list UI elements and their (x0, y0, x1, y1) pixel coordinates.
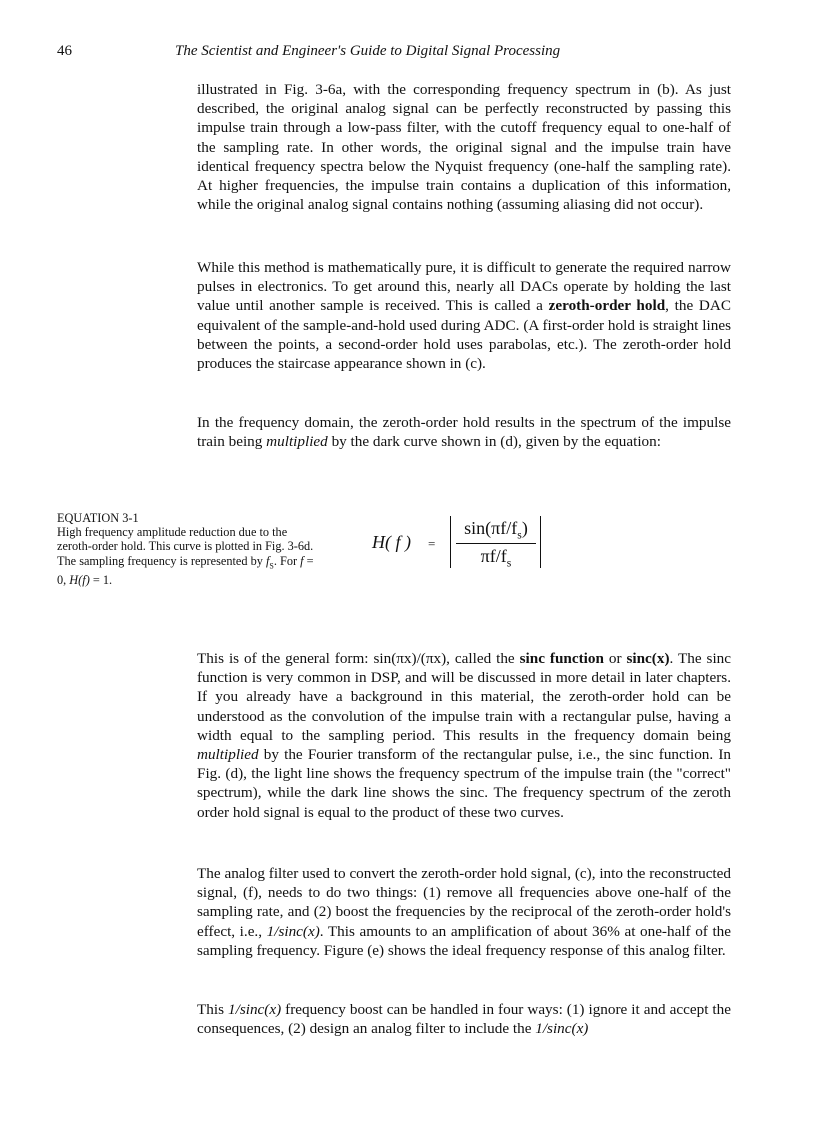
abs-bar-right (540, 516, 541, 568)
term-sinc-function: sinc function (519, 650, 604, 667)
equation-caption-part-3: = 0, (57, 553, 314, 588)
emphasis-inverse-sinc-3: 1/sinc(x) (535, 1020, 589, 1038)
emphasis-inverse-sinc-2: 1/sinc(x) (228, 1001, 282, 1018)
paragraph-1 (197, 80, 731, 214)
paragraph-6 (197, 1000, 731, 1038)
caption-fs-sub: S (269, 561, 274, 571)
paragraph-1-text: illustrated in Fig. 3-6a, with the corresponding frequency spectrum in (b). As just described, the original analog signal can be perfectly reconstructed by passing this impulse train through a low-pass filter, with the cutoff frequency equal to one-half of the sampling rate. In other words, the original signal and the impulse train have identical frequency spectra below the Nyquist frequency (one-half the sampling rate). At higher frequencies, the impulse train contains a duplication of this information, while the original analog signal contains nothing (assuming aliasing did not occur). (197, 81, 731, 214)
paragraph-2-before: While this method is mathematically pure, it is difficult to generate the required narrow pulses in electronics. To get around this, nearly all DACs operate by holding the last value until another sample is received. This is called a (197, 259, 731, 315)
paragraph-3-before: In the frequency domain, the zeroth-order hold results in the spectrum of the impulse train being (197, 414, 731, 451)
equation-caption-part-1: High frequency amplitude reduction due to the zeroth-order hold. This curve is plotted in Fig. 3-6d. The sampling frequency is represented by (57, 525, 314, 568)
formula-denominator: $\pi f/f_s$ (480, 546, 512, 570)
running-header-title: The Scientist and Engineer's Guide to Digital Signal Processing (175, 43, 561, 59)
paragraph-5 (197, 864, 731, 960)
page-number: 46 (57, 43, 72, 59)
paragraph-4-part-3: . The sinc function is very common in DSP, and will be discussed in more detail in later chapters. If you already have a background in this material, the zeroth-order hold can be understood as the convolution of the impulse train with a rectangular pulse, having a width equal to the sampling period. This results in the frequency domain being (197, 650, 731, 744)
equation-caption-part-4: = 1. (89, 573, 113, 588)
caption-f: f (300, 553, 304, 568)
caption-fs: f (265, 553, 270, 568)
paragraph-6-part-2: frequency boost can be handled in four ways: (1) ignore it and accept the consequences, (2) design an analog filter to include the (197, 1001, 731, 1038)
emphasis-inverse-sinc: 1/sinc(x) (266, 922, 320, 940)
paragraph-5-before: The analog filter used to convert the zeroth-order hold signal, (c), into the reconstructed signal, (f), needs to do two things: (1) remove all frequencies above one-half of the sampling rate, and (2) boost the frequencies by the reciprocal of the zeroth-order hold's effect, i.e., (197, 865, 731, 940)
equation-formula (372, 512, 572, 572)
formula-numerator: $\sin(\pi f/f_s)$ (464, 518, 528, 542)
abs-bar-left (450, 516, 451, 568)
formula-equals: = (428, 536, 436, 551)
paragraph-4-part-2: or (603, 650, 627, 667)
equation-caption-part-2: . For (273, 553, 301, 568)
paragraph-4 (197, 649, 731, 822)
paragraph-6-part-1: This (197, 1001, 228, 1018)
paragraph-3 (197, 413, 731, 451)
paragraph-2 (197, 258, 731, 373)
equation-caption (57, 511, 317, 587)
equation-label: EQUATION 3-1 (57, 511, 139, 525)
paragraph-5-after: . This amounts to an amplification of about 36% at one-half of the sampling frequency. Figure (e) shows the ideal frequency response of this analog filter. (197, 922, 731, 959)
emphasis-multiplied-2: multiplied (197, 746, 259, 764)
paragraph-4-part-4: by the Fourier transform of the rectangular pulse, i.e., the sinc function. In Fig. (d), the light line shows the frequency spectrum of the impulse train (the "correct" spectrum), while the dark line shows the sinc. The frequency spectrum of the zeroth order hold signal is equal to the product of these two curves. (197, 746, 731, 821)
term-zeroth-order-hold: zeroth-order hold (548, 297, 666, 315)
emphasis-multiplied: multiplied (266, 433, 328, 451)
paragraph-2-after: , the DAC equivalent of the sample-and-hold used during ADC. (A first-order hold is straight lines between the points, a second-order hold uses parabolas, etc.). The zeroth-order hold produces the staircase appearance shown in (c). (197, 297, 731, 373)
caption-hf: H(f) (69, 573, 90, 588)
paragraph-3-after: by the dark curve shown in (d), given by the equation: (327, 433, 661, 451)
formula-lhs: H( f ) (372, 532, 411, 552)
fraction-line (456, 543, 536, 544)
term-sinc-x: sinc(x) (626, 650, 670, 667)
paragraph-4-part-1: This is of the general form: sin(πx)/(πx), called the (197, 650, 520, 667)
